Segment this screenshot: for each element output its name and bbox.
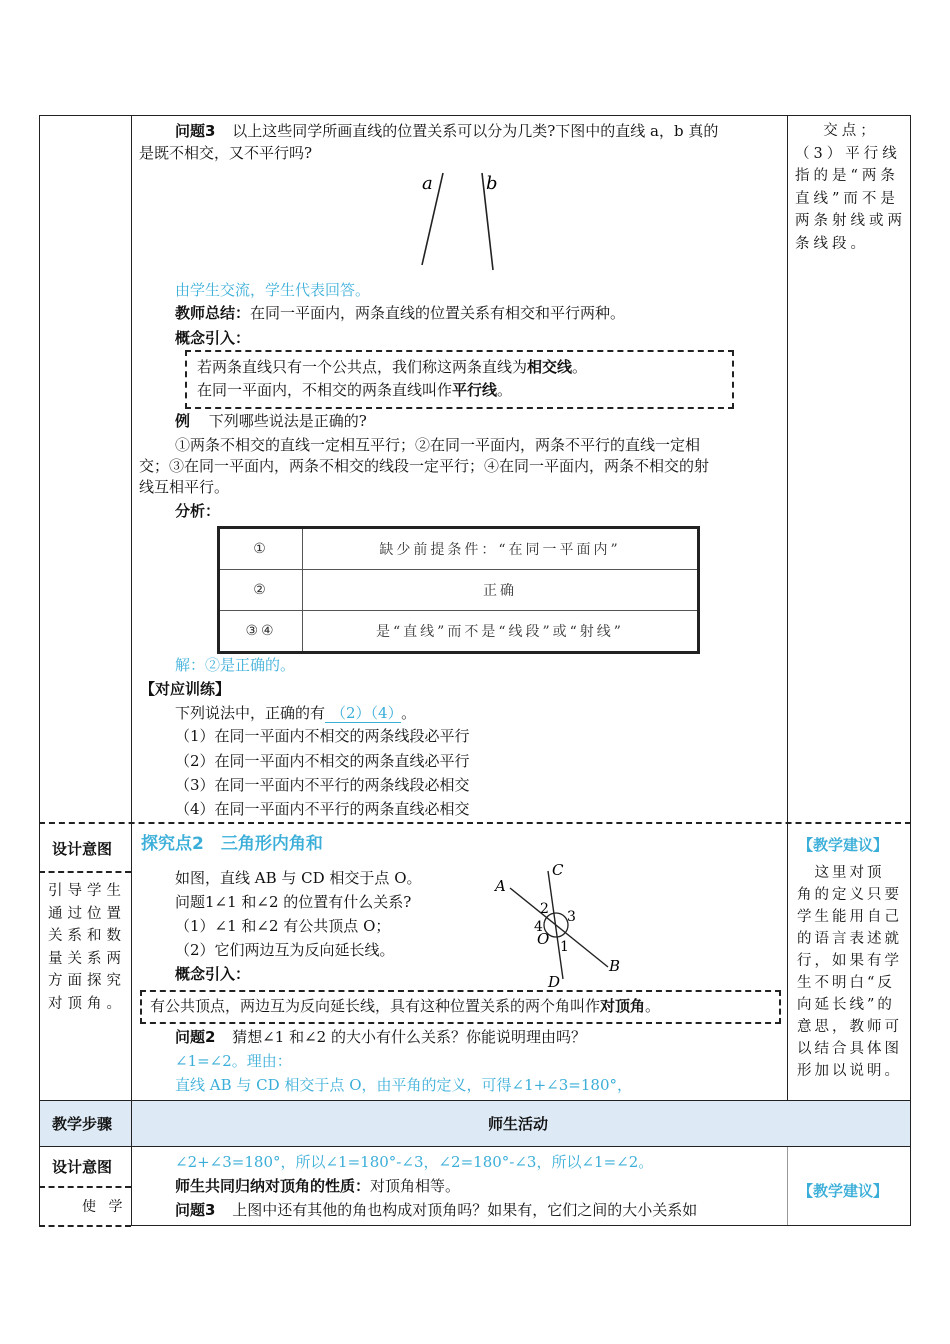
question-3-row3: 问题3 上图中还有其他的角也构成对顶角吗？如果有，它们之间的大小关系如	[175, 1201, 698, 1219]
question-2: 问题2 猜想∠1 和∠2 的大小有什么关系？你能说明理由吗？	[175, 1028, 586, 1046]
example-question: 例 下列哪些说法是正确的?	[175, 412, 367, 430]
lines-a-b-figure	[410, 165, 510, 275]
header-bottom-border	[39, 1146, 911, 1147]
design-intent-partial: 使 学	[82, 1199, 127, 1215]
training-title: 【对应训练】	[140, 680, 231, 698]
answer-blank: （2）（4）	[325, 704, 401, 723]
analysis-table	[217, 526, 700, 654]
label-b: b	[486, 173, 498, 194]
example-line-1: ①两条不相交的直线一定相互平行；②在同一平面内，两条不平行的直线一定相	[175, 436, 701, 454]
design-intent-label: 设计意图	[52, 840, 113, 858]
header-divider	[131, 1100, 132, 1147]
teaching-suggestion-title-2: 【教学建议】	[798, 1182, 889, 1200]
vertical-angles-figure	[490, 855, 630, 990]
label-a: a	[422, 173, 433, 194]
table-row: ① 缺少前提条件：“在同一平面内”	[219, 528, 699, 570]
svg-text:3: 3	[567, 909, 576, 925]
concept-intro-label: 概念引入：	[175, 329, 251, 347]
svg-text:2: 2	[540, 901, 549, 917]
question-3-line2: 是既不相交，又不平行吗?	[139, 144, 313, 162]
svg-text:1: 1	[560, 939, 569, 955]
row-divider-1	[39, 822, 911, 824]
section-title: 探究点2 三角形内角和	[141, 834, 323, 854]
header-teacher-student-activity: 师生活动	[488, 1115, 549, 1133]
concept-box-vertical-angles: 有公共顶点，两边互为反向延长线，具有这种位置关系的两个角叫作对顶角。	[140, 990, 781, 1024]
column-divider-2	[787, 115, 788, 1100]
table-bottom-left-dashed	[39, 1225, 131, 1227]
teaching-suggestion-text: 这里对顶 角的定义只要 学生能用自己 的语言表述就 行，如果有学 生不明白“反 向延长线”的 意思，教师可 以结合具体图 形加以说明。	[797, 865, 902, 1079]
design-intent-text: 引导学生 通过位置 关系和数 量关系两 方面探究 对顶角。	[48, 883, 126, 1012]
table-left-border	[39, 115, 40, 1226]
training-option: （3）在同一平面内不平行的两条线段必相交	[175, 776, 470, 794]
question-3-label: 问题3	[175, 122, 216, 140]
design-intent-divider	[39, 871, 131, 873]
intro-text: 如图，直线 AB 与 CD 相交于点 O。	[175, 869, 422, 887]
example-line-2: 交；③在同一平面内，两条不相交的线段一定平行；④在同一平面内，两条不相交的射	[139, 457, 710, 475]
svg-text:D: D	[548, 973, 561, 990]
training-prompt: 下列说法中，正确的有 （2）（4） 。	[175, 704, 417, 722]
svg-text:C: C	[552, 861, 564, 879]
question-1: 问题1∠1 和∠2 的位置有什么关系?	[175, 893, 412, 911]
question-3-line1: 问题3 以上这些同学所画直线的位置关系可以分为几类?下图中的直线 a，b 真的	[175, 122, 719, 140]
column-divider-1	[131, 115, 132, 1226]
concept-line-1: 若两条直线只有一个公共点，我们称这两条直线为相交线。	[197, 358, 588, 376]
table-row: ② 正确	[219, 570, 699, 611]
answer-line-1: ∠1=∠2。理由：	[175, 1052, 292, 1070]
analysis-label: 分析：	[175, 502, 221, 520]
side-note: 交点； （3）平行线 指的是“两条 直线”而不是 两条射线或两 条线段。	[795, 123, 906, 252]
answer-line-3: ∠2+∠3=180°，所以∠1=180°-∠3，∠2=180°-∠3，所以∠1=∠2。	[175, 1153, 654, 1171]
solution: 解：②是正确的。	[175, 656, 296, 674]
table-row: ③④ 是“直线”而不是“线段”或“射线”	[219, 611, 699, 653]
training-option: （1）在同一平面内不相交的两条线段必平行	[175, 727, 470, 745]
svg-text:O: O	[537, 930, 550, 948]
student-answer: 由学生交流，学生代表回答。	[175, 281, 371, 299]
design-intent-divider-2	[39, 1186, 131, 1188]
design-intent-label-2: 设计意图	[52, 1158, 113, 1176]
concept-box-parallel-intersect	[185, 350, 734, 409]
point-1: （1）∠1 和∠2 有公共顶点 O；	[175, 917, 391, 935]
svg-text:4: 4	[534, 919, 543, 935]
column-divider-2-bottom	[787, 1147, 788, 1226]
table-right-border	[910, 115, 911, 1226]
training-option: （4）在同一平面内不平行的两条直线必相交	[175, 800, 470, 818]
teacher-summary: 教师总结：在同一平面内，两条直线的位置关系有相交和平行两种。	[175, 304, 626, 322]
vertical-angle-property: 师生共同归纳对顶角的性质：对顶角相等。	[175, 1177, 461, 1195]
point-2: （2）它们两边互为反向延长线。	[175, 941, 395, 959]
teaching-suggestion-title: 【教学建议】	[798, 836, 889, 854]
concept-intro-label-2: 概念引入：	[175, 965, 251, 983]
svg-text:A: A	[495, 877, 506, 895]
table-bottom-border	[131, 1225, 911, 1226]
header-teaching-steps: 教学步骤	[52, 1115, 113, 1133]
example-line-3: 线互相平行。	[139, 478, 230, 496]
concept-line-2: 在同一平面内，不相交的两条直线叫作平行线。	[197, 381, 513, 399]
svg-text:B: B	[609, 957, 621, 975]
table-header-row	[40, 1101, 910, 1146]
answer-line-2: 直线 AB 与 CD 相交于点 O，由平角的定义，可得∠1+∠3=180°，	[175, 1076, 632, 1094]
table-top-border	[39, 115, 911, 116]
training-option: （2）在同一平面内不相交的两条直线必平行	[175, 752, 470, 770]
